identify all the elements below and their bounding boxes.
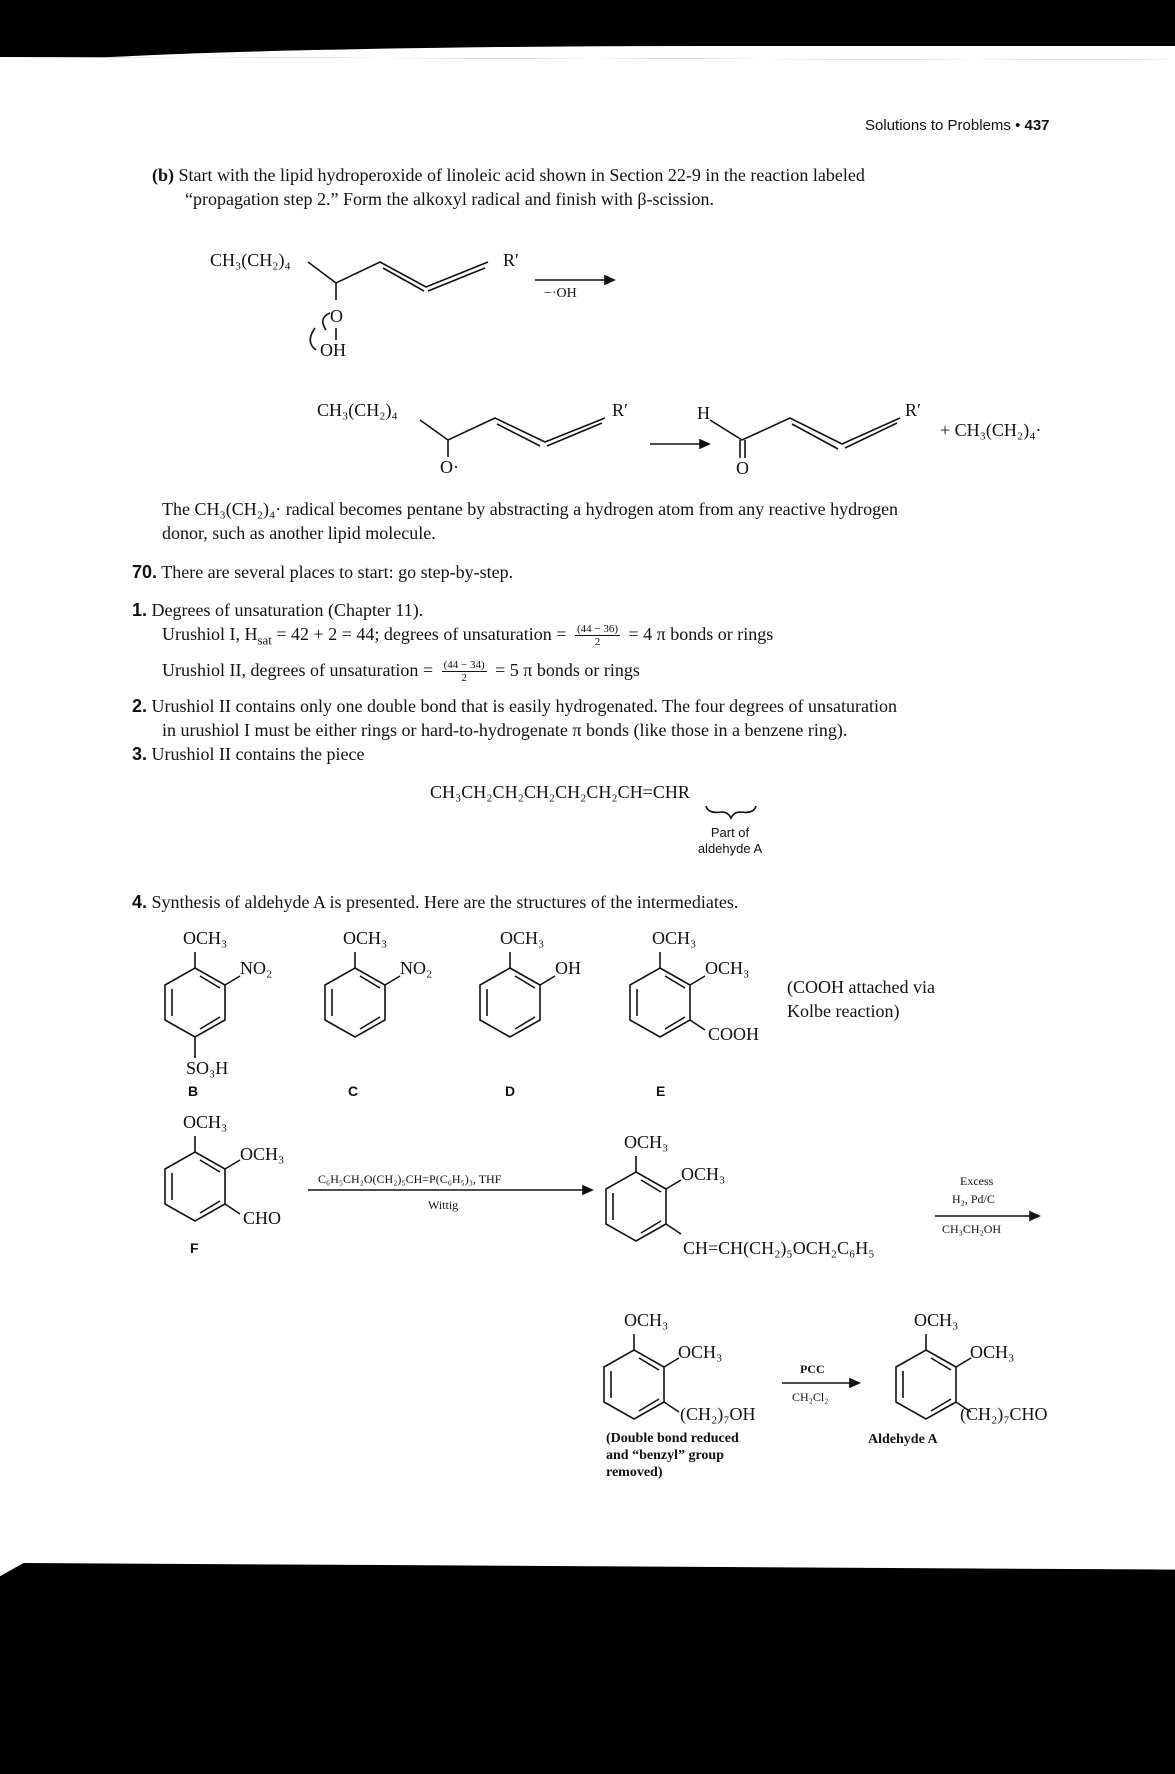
chain-left-1: CH₃(CH₂)₄ — [210, 250, 291, 270]
b-och3: OCH₃ — [183, 928, 228, 948]
step-2-number: 2. — [132, 696, 148, 716]
label-f: F — [190, 1240, 199, 1256]
r-prime-3: R′ — [905, 400, 921, 420]
h2-excess: Excess — [960, 1174, 994, 1188]
label-b: B — [188, 1083, 199, 1099]
alcohol-note-1: (Double bond reduced — [606, 1431, 739, 1446]
b-no2: NO₂ — [240, 958, 273, 978]
alcohol-note-3: removed) — [606, 1465, 663, 1480]
pcc-reagent: PCC — [800, 1362, 825, 1376]
running-title: Solutions to Problems — [865, 117, 1011, 134]
pentyl-radical-product: + CH₃(CH₂)₄· — [940, 420, 1042, 440]
peroxide-o: O — [330, 306, 343, 326]
kolbe-note-line2: Kolbe reaction) — [787, 1001, 900, 1021]
h2-catalyst: H₂, Pd/C — [952, 1192, 995, 1206]
alcohol-och3-top: OCH₃ — [624, 1310, 669, 1330]
part-b-text1: Start with the lipid hydroperoxide of linoleic acid shown in Section 22-9 in the reaction labeled — [178, 165, 865, 185]
aldehyde-och3-side: OCH₃ — [970, 1342, 1015, 1362]
alcohol-chain: (CH₂)₇OH — [680, 1404, 756, 1424]
alcohol-note-2: and “benzyl” group — [606, 1448, 724, 1463]
step-2-line2: in urushiol I must be either rings or hard-to-hydrogenate π bonds (like those in a benzene ring). — [162, 720, 848, 740]
step-1-number: 1. — [132, 600, 148, 620]
alkoxyl-radical-o: O· — [440, 457, 459, 477]
b-so3h: SO₃H — [186, 1058, 229, 1078]
part-b-line2: “propagation step 2.” Form the alkoxyl radical and finish with β-scission. — [185, 189, 715, 209]
r-prime-1: R′ — [503, 250, 519, 270]
problem-70-text: There are several places to start: go step-by-step. — [161, 562, 514, 582]
wittig-product-och3-side: OCH₃ — [681, 1164, 726, 1184]
step-4-number: 4. — [132, 892, 148, 912]
label-e: E — [656, 1083, 666, 1099]
aldehyde-och3-top: OCH₃ — [914, 1310, 959, 1330]
eq-b-fraction: $\frac{(44 - 34)}{2}$ — [443, 659, 485, 685]
eq-a-body: = 42 + 2 = 44; degrees of unsaturation = — [276, 624, 567, 644]
label-c: C — [348, 1083, 359, 1099]
alcohol-och3-side: OCH₃ — [678, 1342, 723, 1362]
eq-a-sub: sat — [257, 632, 272, 648]
e-och3-top: OCH₃ — [652, 928, 697, 948]
wittig-product-och3-top: OCH₃ — [624, 1132, 669, 1152]
e-cooh: COOH — [708, 1024, 760, 1044]
d-oh: OH — [555, 958, 581, 978]
eq-b-result: = 5 π bonds or rings — [495, 660, 640, 680]
step-1-text: Degrees of unsaturation (Chapter 11). — [151, 600, 424, 620]
explanation-line1: The CH₃(CH₂)₄· radical becomes pentane by abstracting a hydrogen atom from any reactive hydrogen — [162, 499, 899, 519]
wittig-reagent: C₆H₅CH₂O(CH₂)₅CH=P(C₆H₅)₃, THF — [318, 1172, 502, 1186]
kolbe-note-line1: (COOH attached via — [787, 977, 935, 997]
part-of-text: Part of — [710, 825, 750, 840]
step-3-text: Urushiol II contains the piece — [151, 744, 365, 764]
f-cho: CHO — [243, 1208, 282, 1228]
aldehyde-h: H — [697, 403, 710, 423]
alcohol-note — [606, 1430, 739, 1481]
wittig-product-chain: CH=CH(CH₂)₅OCH₂C₆H₅ — [683, 1238, 875, 1258]
part-b-label: (b) — [152, 165, 174, 185]
step-4-text: Synthesis of aldehyde A is presented. Here are the structures of the intermediates. — [151, 892, 739, 912]
aldehyde-a-text: aldehyde A — [697, 841, 763, 856]
wittig-name: Wittig — [428, 1198, 459, 1212]
f-och3-side: OCH₃ — [240, 1144, 285, 1164]
c-no2: NO₂ — [400, 958, 433, 978]
c-och3: OCH₃ — [343, 928, 388, 948]
aldehyde-a-label: Aldehyde A — [868, 1432, 938, 1447]
page-number: 437 — [1024, 117, 1050, 134]
eq-b-body: Urushiol II, degrees of unsaturation = — [162, 660, 434, 680]
explanation-line2: donor, such as another lipid molecule. — [162, 523, 436, 543]
label-d: D — [505, 1083, 516, 1099]
e-och3-side: OCH₃ — [705, 958, 750, 978]
pcc-solvent: CH₂Cl₂ — [792, 1390, 829, 1404]
header-bullet: • — [1015, 117, 1025, 134]
aldehyde-chain: (CH₂)₇CHO — [960, 1404, 1048, 1424]
d-och3: OCH₃ — [500, 928, 545, 948]
chain-left-2: CH₃(CH₂)₄ — [317, 400, 398, 420]
eq-a-fraction: $\frac{(44 - 36)}{2}$ — [576, 623, 618, 649]
eq-a-label: Urushiol I, H — [162, 624, 258, 644]
piece-formula: CH₃CH₂CH₂CH₂CH₂CH₂CH=CHR — [430, 782, 690, 802]
h2-solvent: CH₃CH₂OH — [942, 1222, 1002, 1236]
scan-bottom-edge — [0, 1578, 1175, 1774]
eq-a-result: = 4 π bonds or rings — [628, 624, 774, 644]
step-2-text: Urushiol II contains only one double bond that is easily hydrogenated. The four degrees of unsaturation — [151, 696, 898, 716]
remove-oh-reagent: −·OH — [544, 286, 577, 301]
carbonyl-o: O — [736, 458, 749, 478]
step-3-number: 3. — [132, 744, 148, 764]
f-och3-top: OCH₃ — [183, 1112, 228, 1132]
r-prime-2: R′ — [612, 400, 628, 420]
problem-70-number: 70. — [132, 562, 158, 582]
peroxide-oh: OH — [320, 340, 346, 360]
